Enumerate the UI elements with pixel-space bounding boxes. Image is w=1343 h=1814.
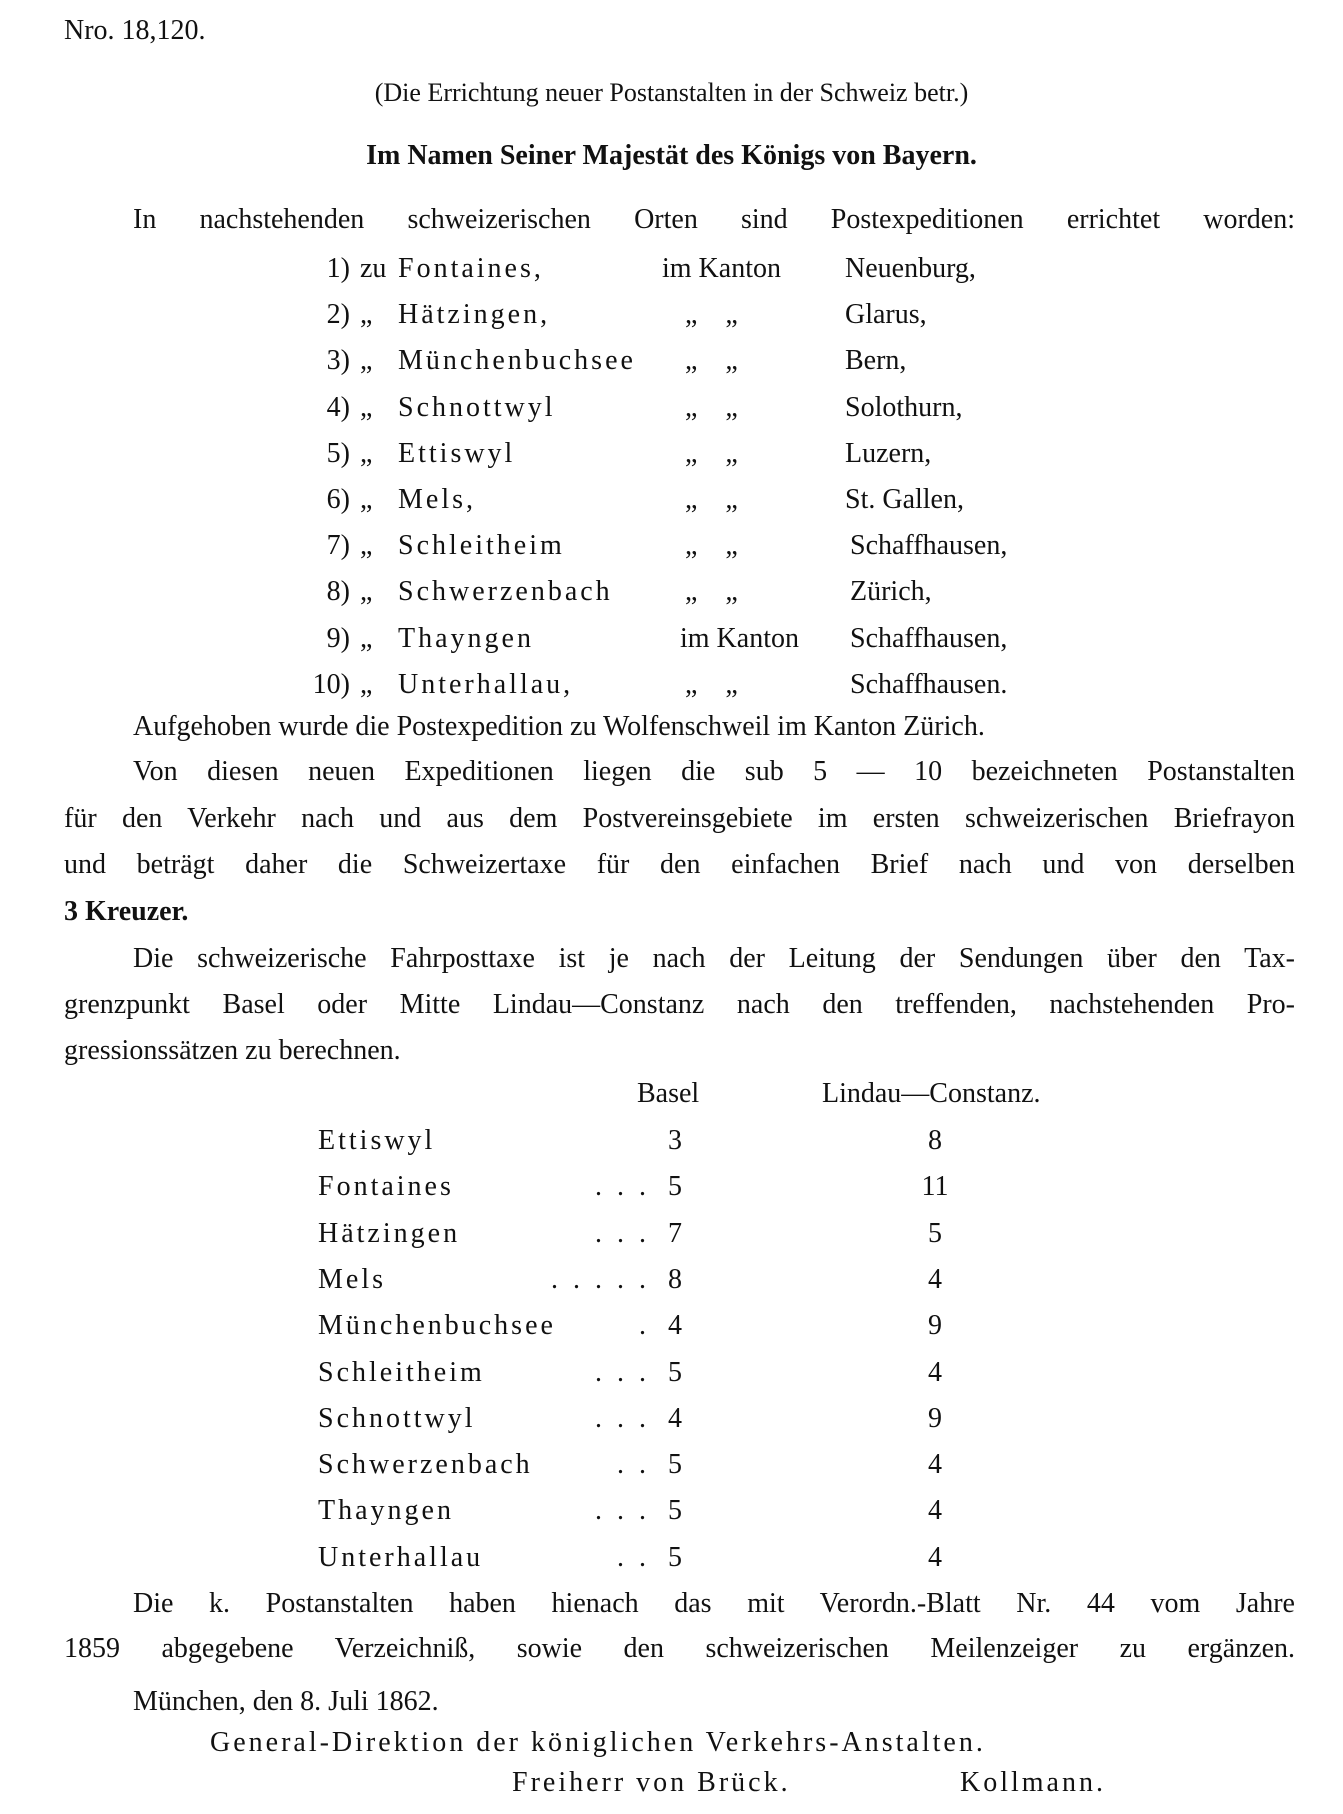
office-prefix: „ [360,530,373,562]
office-place: Hätzingen, [398,299,551,331]
office-prefix: „ [360,345,373,377]
office-canton: Glarus, [845,299,927,331]
office-kanton-label: „ „ [685,484,738,515]
office-prefix: zu [360,253,387,284]
rate-basel: 7 [668,1217,682,1249]
office-prefix: „ [360,622,373,654]
office-canton: Bern, [845,345,907,377]
rate-place: Hätzingen [318,1217,461,1249]
office-number: 4) [326,391,350,423]
signer-name: Freiherr von Brück. [512,1767,791,1798]
office-place: Fontaines, [398,253,544,284]
rate-leader-dots: . [639,1310,650,1342]
office-canton: Zürich, [850,576,932,608]
office-place: Schnottwyl [398,391,556,423]
paragraph-line: gressionssätzen zu berechnen. [64,1035,401,1066]
office-place: Mels, [398,484,476,515]
rate-basel: 5 [668,1449,682,1481]
office-place: Ettiswyl [398,437,516,469]
rate-place: Schnottwyl [318,1402,476,1434]
office-prefix: „ [360,391,373,423]
office-place: Münchenbuchsee [398,345,636,377]
rate-basel: 8 [668,1263,682,1295]
document-subject: (Die Errichtung neuer Postanstalten in der Schweiz betr.) [374,78,969,107]
office-number: 5) [326,437,350,469]
office-kanton-label: „ „ [685,668,738,700]
rate-leader-dots: . . . [595,1171,650,1203]
rate-place: Mels [318,1263,386,1295]
closing-line: 1859 abgegebene Verzeichniß, sowie den schweizerischen Meilenzeiger zu ergänzen. [64,1633,1295,1664]
office-canton: Schaffhausen, [850,530,1008,562]
rate-leader-dots: . . . [595,1402,650,1434]
office-number: 10) [312,668,350,700]
paragraph-line: Von diesen neuen Expeditionen liegen die sub 5 — 10 bezeichneten Postanstalten [133,756,1295,787]
office-prefix: „ [360,576,373,608]
paragraph-line: grenzpunkt Basel oder Mitte Lindau—Constanz nach den treffenden, nachstehenden Pro- [64,989,1295,1020]
office-place: Thayngen [398,622,534,654]
office-number: 9) [326,622,350,654]
rate-place: Unterhallau [318,1541,484,1573]
office-number: 7) [326,530,350,562]
office-canton: Luzern, [845,437,932,469]
closing-line: Die k. Postanstalten haben hienach das mit Verordn.-Blatt Nr. 44 vom Jahre [133,1588,1295,1619]
rate-place: Ettiswyl [318,1125,436,1156]
abolished-paragraph: Aufgehoben wurde die Postexpedition zu Wolfenschweil im Kanton Zürich. [133,711,985,742]
rate-lindau: 9 [928,1402,942,1434]
office-number: 3) [326,345,350,377]
rate-leader-dots: . . [617,1449,650,1481]
office-kanton-label: „ „ [685,530,738,562]
rate-place: Schleitheim [318,1356,485,1388]
office-kanton-label: „ „ [685,437,738,469]
office-prefix: „ [360,437,373,469]
rate-lindau: 5 [928,1217,942,1249]
rate-lindau: 8 [928,1125,942,1156]
issuing-authority: General-Direktion der königlichen Verkehrs-Anstalten. [210,1727,986,1758]
place-date: München, den 8. Juli 1862. [133,1686,439,1717]
rate-lindau: 4 [928,1356,942,1388]
rate-lindau: 4 [928,1449,942,1481]
document-number: Nro. 18,120. [64,15,206,46]
column-header-basel: Basel [637,1078,700,1109]
paragraph-line: Die schweizerische Fahrposttaxe ist je nach der Leitung der Sendungen über den Tax- [133,943,1295,974]
paragraph-line: für den Verkehr nach und aus dem Postvereinsgebiete im ersten schweizerischen Briefrayon [64,803,1295,834]
rate-basel: 5 [668,1356,682,1388]
office-kanton-label: im Kanton [662,253,781,284]
office-canton: Schaffhausen, [850,622,1008,654]
signer-name: Kollmann. [960,1767,1106,1798]
rate-leader-dots: . . . . . [551,1263,650,1295]
office-number: 1) [326,253,350,284]
office-number: 6) [326,484,350,515]
office-number: 2) [326,299,350,331]
office-place: Schleitheim [398,530,565,562]
rate-leader-dots: . . . [595,1356,650,1388]
rate-place: Münchenbuchsee [318,1310,556,1342]
rate-lindau: 4 [928,1263,942,1295]
office-canton: Schaffhausen. [850,668,1008,700]
rate-basel: 5 [668,1541,682,1573]
rate-place: Schwerzenbach [318,1449,533,1481]
office-prefix: „ [360,299,373,331]
rate-basel: 4 [668,1402,682,1434]
rate-basel: 4 [668,1310,682,1342]
office-canton: St. Gallen, [845,484,964,515]
office-kanton-label: „ „ [685,299,738,331]
rate-lindau: 9 [928,1310,942,1342]
office-prefix: „ [360,484,373,515]
office-kanton-label: „ „ [685,345,738,377]
office-kanton-label: „ „ [685,391,738,423]
rate-lindau: 4 [928,1495,942,1527]
paragraph-line: 3 Kreuzer. [64,896,189,927]
rate-leader-dots: . . . [595,1495,650,1527]
office-number: 8) [326,576,350,608]
office-canton: Solothurn, [845,391,963,423]
rate-place: Fontaines [318,1171,454,1203]
intro-line: In nachstehenden schweizerischen Orten sind Postexpeditionen errichtet worden: [133,204,1295,235]
office-place: Schwerzenbach [398,576,613,608]
rate-place: Thayngen [318,1495,454,1527]
rate-leader-dots: . . [617,1541,650,1573]
invocation-heading: Im Namen Seiner Majestät des Königs von Bayern. [366,140,977,171]
rate-lindau: 11 [921,1171,949,1203]
office-kanton-label: „ „ [685,576,738,608]
rate-basel: 5 [668,1171,682,1203]
rate-basel: 3 [668,1125,682,1156]
rate-basel: 5 [668,1495,682,1527]
paragraph-line: und beträgt daher die Schweizertaxe für den einfachen Brief nach und von derselben [64,849,1295,880]
office-kanton-label: im Kanton [680,622,799,654]
office-canton: Neuenburg, [845,253,976,284]
rate-leader-dots: . . . [595,1217,650,1249]
rate-lindau: 4 [928,1541,942,1573]
office-prefix: „ [360,668,373,700]
column-header-lindau: Lindau—Constanz. [822,1078,1041,1109]
office-place: Unterhallau, [398,668,574,700]
